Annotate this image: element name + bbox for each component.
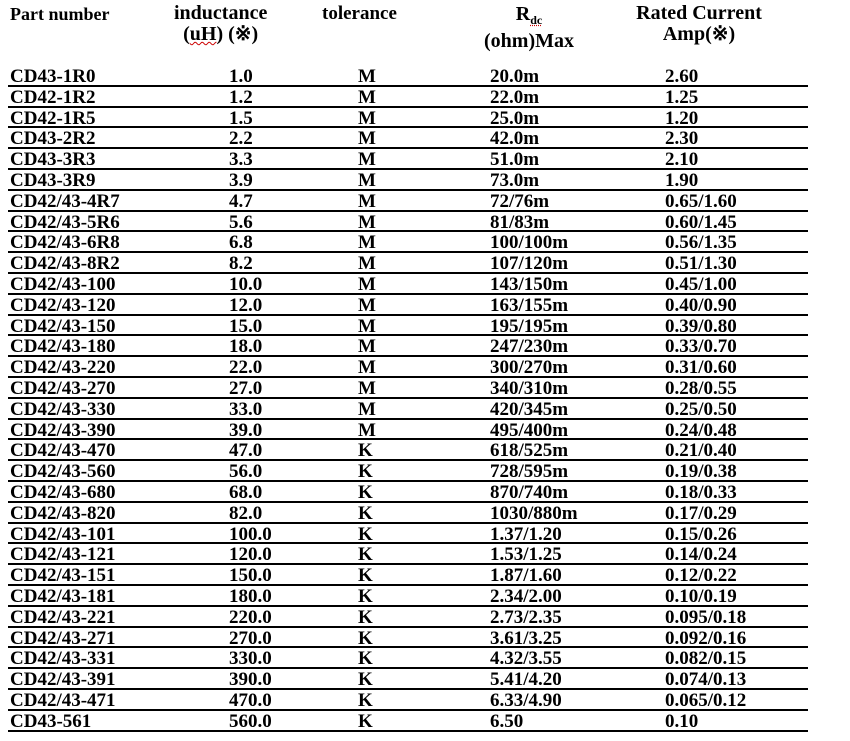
cell-part-number: CD43-3R9 [10, 169, 96, 191]
cell-tolerance: M [358, 149, 376, 171]
table-row [0, 336, 850, 357]
cell-rdc: 1030/880m [490, 502, 578, 524]
header-inductance-line2 [174, 24, 267, 45]
cell-part-number: CD42-1R5 [10, 107, 96, 129]
cell-inductance: 82.0 [229, 502, 263, 524]
cell-part-number: CD42/43-270 [10, 377, 116, 399]
cell-part-number: CD42/43-271 [10, 627, 116, 649]
cell-rated-current: 0.24/0.48 [665, 419, 737, 441]
cell-part-number: CD43-2R2 [10, 128, 96, 150]
cell-rated-current: 0.19/0.38 [665, 461, 737, 483]
header-inductance [174, 3, 267, 45]
header-rdc-symbol: R [515, 3, 531, 25]
table-row [0, 440, 850, 461]
cell-part-number: CD42/43-120 [10, 294, 116, 316]
cell-inductance: 10.0 [229, 273, 263, 295]
cell-tolerance: M [358, 398, 376, 420]
cell-part-number: CD42/43-330 [10, 398, 116, 420]
cell-rated-current: 0.074/0.13 [665, 669, 747, 691]
cell-tolerance: M [358, 128, 376, 150]
header-rdc-line1 [468, 4, 590, 31]
cell-inductance: 270.0 [229, 627, 272, 649]
cell-tolerance: M [358, 377, 376, 399]
cell-part-number: CD43-1R0 [10, 66, 96, 87]
header-rated-current-line1: Rated Current [636, 2, 762, 24]
cell-tolerance: K [358, 461, 373, 483]
cell-rated-current: 0.082/0.15 [665, 648, 747, 670]
cell-rdc: 420/345m [490, 398, 569, 420]
cell-rated-current: 0.56/1.35 [665, 232, 737, 254]
header-part-number-text: Part number [10, 4, 110, 24]
cell-rated-current: 0.39/0.80 [665, 315, 737, 337]
cell-rated-current: 0.60/1.45 [665, 211, 737, 233]
table-row [0, 544, 850, 565]
header-tolerance [322, 3, 397, 24]
table-row [0, 399, 850, 420]
cell-part-number: CD42/43-6R8 [10, 232, 120, 254]
cell-tolerance: M [358, 169, 376, 191]
cell-tolerance: K [358, 648, 373, 670]
cell-rdc: 2.73/2.35 [490, 606, 562, 628]
cell-part-number: CD42/43-391 [10, 669, 116, 691]
cell-rated-current: 0.17/0.29 [665, 502, 737, 524]
cell-inductance: 2.2 [229, 128, 253, 150]
header-rdc [468, 4, 590, 52]
cell-part-number: CD42/43-220 [10, 357, 116, 379]
cell-rdc: 1.53/1.25 [490, 544, 562, 566]
table-header [0, 0, 850, 66]
cell-tolerance: K [358, 481, 373, 503]
table-row [0, 378, 850, 399]
table-row [0, 607, 850, 628]
cell-tolerance: K [358, 669, 373, 691]
header-inductance-unit: uH [189, 23, 217, 45]
cell-inductance: 22.0 [229, 357, 263, 379]
cell-rated-current: 0.092/0.16 [665, 627, 747, 649]
cell-inductance: 3.9 [229, 169, 253, 191]
cell-rdc: 42.0m [490, 128, 540, 150]
cell-tolerance: K [358, 710, 373, 732]
table-row [0, 66, 850, 87]
table-body [0, 66, 850, 732]
cell-inductance: 5.6 [229, 211, 253, 233]
cell-part-number: CD42/43-100 [10, 273, 116, 295]
cell-inductance: 12.0 [229, 294, 263, 316]
cell-inductance: 68.0 [229, 481, 263, 503]
cell-rdc: 20.0m [490, 66, 540, 87]
cell-rated-current: 0.15/0.26 [665, 523, 737, 545]
cell-rated-current: 0.14/0.24 [665, 544, 737, 566]
cell-rdc: 107/120m [490, 253, 569, 275]
cell-inductance: 150.0 [229, 565, 272, 587]
cell-tolerance: K [358, 585, 373, 607]
header-inductance-paren-open: ( [183, 23, 190, 45]
cell-rated-current: 0.095/0.18 [665, 606, 747, 628]
cell-tolerance: M [358, 211, 376, 233]
header-part-number [10, 4, 109, 25]
cell-part-number: CD42/43-121 [10, 544, 116, 566]
cell-rdc: 5.41/4.20 [490, 669, 562, 691]
table-row [0, 87, 850, 108]
cell-rated-current: 1.20 [665, 107, 699, 129]
cell-inductance: 15.0 [229, 315, 263, 337]
cell-tolerance: M [358, 107, 376, 129]
cell-inductance: 33.0 [229, 398, 263, 420]
cell-inductance: 1.5 [229, 107, 253, 129]
table-row [0, 503, 850, 524]
cell-rdc: 25.0m [490, 107, 540, 129]
cell-inductance: 1.0 [229, 66, 253, 87]
cell-rated-current: 0.31/0.60 [665, 357, 737, 379]
table-row [0, 191, 850, 212]
cell-part-number: CD42/43-4R7 [10, 190, 120, 212]
header-rated-current-line2: Amp(※) [662, 23, 736, 45]
cell-inductance: 180.0 [229, 585, 272, 607]
cell-rated-current: 0.51/1.30 [665, 253, 737, 275]
cell-rdc: 163/155m [490, 294, 569, 316]
cell-rated-current: 0.28/0.55 [665, 377, 737, 399]
cell-rdc: 100/100m [490, 232, 569, 254]
cell-inductance: 560.0 [229, 710, 272, 732]
cell-tolerance: M [358, 232, 376, 254]
cell-inductance: 47.0 [229, 440, 263, 462]
cell-inductance: 4.7 [229, 190, 253, 212]
cell-part-number: CD42/43-150 [10, 315, 116, 337]
cell-rated-current: 0.33/0.70 [665, 336, 737, 358]
cell-rated-current: 0.12/0.22 [665, 565, 737, 587]
header-inductance-line1: inductance [174, 2, 268, 24]
table-row [0, 274, 850, 295]
cell-rdc: 728/595m [490, 461, 569, 483]
cell-rated-current: 1.25 [665, 86, 699, 108]
cell-rdc: 6.33/4.90 [490, 689, 562, 711]
cell-inductance: 18.0 [229, 336, 263, 358]
cell-part-number: CD42/43-5R6 [10, 211, 120, 233]
cell-rated-current: 0.21/0.40 [665, 440, 737, 462]
cell-inductance: 27.0 [229, 377, 263, 399]
cell-part-number: CD42-1R2 [10, 86, 96, 108]
cell-rdc: 195/195m [490, 315, 569, 337]
table-row [0, 295, 850, 316]
cell-part-number: CD42/43-390 [10, 419, 116, 441]
cell-rdc: 2.34/2.00 [490, 585, 562, 607]
cell-part-number: CD42/43-181 [10, 585, 116, 607]
cell-rdc: 22.0m [490, 86, 540, 108]
cell-inductance: 6.8 [229, 232, 253, 254]
cell-rdc: 340/310m [490, 377, 569, 399]
cell-rdc: 1.37/1.20 [490, 523, 562, 545]
header-rated-current [618, 3, 780, 45]
cell-part-number: CD42/43-680 [10, 481, 116, 503]
table-row [0, 524, 850, 545]
table-row [0, 420, 850, 441]
cell-rdc: 51.0m [490, 149, 540, 171]
cell-tolerance: M [358, 86, 376, 108]
cell-tolerance: M [358, 294, 376, 316]
cell-tolerance: M [358, 66, 376, 87]
table-row [0, 461, 850, 482]
cell-tolerance: M [358, 357, 376, 379]
cell-tolerance: M [358, 315, 376, 337]
cell-part-number: CD42/43-180 [10, 336, 116, 358]
cell-inductance: 390.0 [229, 669, 272, 691]
cell-inductance: 39.0 [229, 419, 263, 441]
cell-part-number: CD42/43-470 [10, 440, 116, 462]
cell-rated-current: 0.10 [665, 710, 699, 732]
cell-rdc: 143/150m [490, 273, 569, 295]
cell-rated-current: 0.25/0.50 [665, 398, 737, 420]
cell-tolerance: M [358, 273, 376, 295]
cell-tolerance: K [358, 544, 373, 566]
cell-tolerance: M [358, 336, 376, 358]
table-row [0, 108, 850, 129]
header-rdc-line2: (ohm)Max [484, 30, 574, 52]
cell-rdc: 618/525m [490, 440, 569, 462]
cell-rated-current: 0.065/0.12 [665, 689, 747, 711]
table-row [0, 648, 850, 669]
cell-tolerance: M [358, 253, 376, 275]
cell-rdc: 4.32/3.55 [490, 648, 562, 670]
cell-tolerance: K [358, 565, 373, 587]
cell-rdc: 81/83m [490, 211, 550, 233]
cell-tolerance: K [358, 440, 373, 462]
cell-inductance: 8.2 [229, 253, 253, 275]
cell-rated-current: 0.40/0.90 [665, 294, 737, 316]
cell-rated-current: 2.60 [665, 66, 699, 87]
cell-rated-current: 2.10 [665, 149, 699, 171]
cell-part-number: CD43-3R3 [10, 149, 96, 171]
header-tolerance-text: tolerance [322, 3, 397, 24]
cell-rdc: 1.87/1.60 [490, 565, 562, 587]
cell-inductance: 330.0 [229, 648, 272, 670]
table-row [0, 253, 850, 274]
cell-inductance: 120.0 [229, 544, 272, 566]
cell-tolerance: K [358, 502, 373, 524]
cell-rdc: 300/270m [490, 357, 569, 379]
cell-inductance: 470.0 [229, 689, 272, 711]
table-row [0, 128, 850, 149]
table-row [0, 711, 850, 732]
cell-rated-current: 0.18/0.33 [665, 481, 737, 503]
table-row [0, 149, 850, 170]
cell-inductance: 56.0 [229, 461, 263, 483]
cell-part-number: CD42/43-151 [10, 565, 116, 587]
cell-tolerance: K [358, 689, 373, 711]
table-row [0, 170, 850, 191]
table-row [0, 628, 850, 649]
table-row [0, 586, 850, 607]
cell-inductance: 100.0 [229, 523, 272, 545]
cell-part-number: CD42/43-560 [10, 461, 116, 483]
cell-part-number: CD42/43-101 [10, 523, 116, 545]
cell-tolerance: K [358, 523, 373, 545]
cell-tolerance: M [358, 190, 376, 212]
cell-rdc: 73.0m [490, 169, 540, 191]
table-row [0, 565, 850, 586]
cell-inductance: 220.0 [229, 606, 272, 628]
cell-rdc: 3.61/3.25 [490, 627, 562, 649]
cell-part-number: CD43-561 [10, 710, 92, 732]
header-inductance-note: ) (※) [216, 23, 259, 45]
cell-part-number: CD42/43-221 [10, 606, 116, 628]
cell-tolerance: K [358, 606, 373, 628]
cell-rated-current: 1.90 [665, 169, 699, 191]
cell-tolerance: M [358, 419, 376, 441]
table-row [0, 316, 850, 337]
table-row [0, 212, 850, 233]
cell-rdc: 247/230m [490, 336, 569, 358]
header-rdc-subscript: dc [530, 13, 543, 27]
cell-part-number: CD42/43-471 [10, 689, 116, 711]
cell-rated-current: 0.65/1.60 [665, 190, 737, 212]
cell-rdc: 495/400m [490, 419, 569, 441]
cell-part-number: CD42/43-820 [10, 502, 116, 524]
cell-rdc: 72/76m [490, 190, 550, 212]
cell-rated-current: 0.10/0.19 [665, 585, 737, 607]
cell-part-number: CD42/43-8R2 [10, 253, 120, 275]
cell-rated-current: 2.30 [665, 128, 699, 150]
cell-tolerance: K [358, 627, 373, 649]
cell-rated-current: 0.45/1.00 [665, 273, 737, 295]
cell-rdc: 870/740m [490, 481, 569, 503]
table-row [0, 357, 850, 378]
cell-rdc: 6.50 [490, 710, 524, 732]
cell-inductance: 1.2 [229, 86, 253, 108]
table-row [0, 482, 850, 503]
cell-inductance: 3.3 [229, 149, 253, 171]
table-row [0, 669, 850, 690]
table-row [0, 232, 850, 253]
cell-part-number: CD42/43-331 [10, 648, 116, 670]
table-row [0, 690, 850, 711]
